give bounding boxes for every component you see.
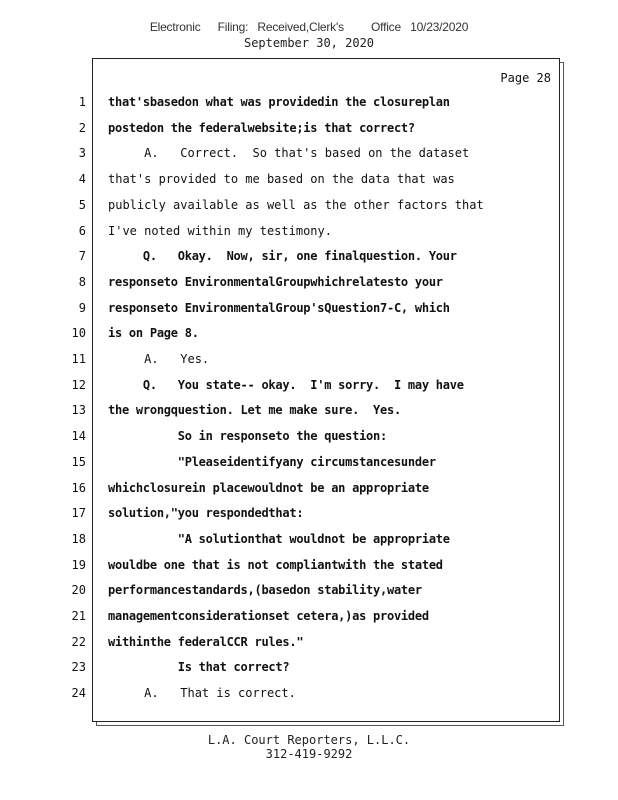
line-number: 23 <box>71 660 86 674</box>
line-number: 24 <box>71 686 86 700</box>
line-number: 2 <box>78 121 86 135</box>
transcript-line: responseto EnvironmentalGroup'sQuestion7-C, which <box>108 301 450 315</box>
transcript-line: publicly available as well as the other factors that <box>108 198 484 212</box>
transcript-line: I've noted within my testimony. <box>108 224 332 238</box>
filing-stamp <box>0 20 618 34</box>
line-number: 18 <box>71 532 86 546</box>
transcript-line: A. Yes. <box>108 352 210 366</box>
line-number: 8 <box>78 275 86 289</box>
line-number: 5 <box>78 198 86 212</box>
line-number: 15 <box>71 455 86 469</box>
page-number: Page 28 <box>500 71 551 85</box>
transcript-line: "A solutionthat wouldnot be appropriate <box>108 532 450 546</box>
transcript-line: withinthe federalCCR rules." <box>108 635 304 649</box>
line-number: 9 <box>78 301 86 315</box>
transcript-line: wouldbe one that is not compliantwith the stated <box>108 558 443 572</box>
transcript-line: postedon the federalwebsite;is that correct? <box>108 121 415 135</box>
filing-word-electronic: Electronic <box>149 20 201 34</box>
reporter-company: L.A. Court Reporters, L.L.C. <box>207 733 411 747</box>
transcript-line: whichclosurein placewouldnot be an appropriate <box>108 481 429 495</box>
footer <box>0 733 618 761</box>
line-number: 19 <box>71 558 86 572</box>
transcript-line: responseto EnvironmentalGroupwhichrelatesto your <box>108 275 443 289</box>
line-number: 16 <box>71 481 86 495</box>
line-number: 21 <box>71 609 86 623</box>
transcript-line: "Pleaseidentifyany circumstancesunder <box>108 455 436 469</box>
line-number: 17 <box>71 506 86 520</box>
reporter-phone: 312-419-9292 <box>265 747 353 761</box>
transcript-line: A. That is correct. <box>108 686 296 700</box>
transcript-line: So in responseto the question: <box>108 429 387 443</box>
transcript-line: is on Page 8. <box>108 326 199 340</box>
filing-word-received: Received,Clerk's <box>257 20 344 34</box>
filing-word-filing: Filing: <box>217 20 249 34</box>
line-number: 13 <box>71 403 86 417</box>
line-number: 20 <box>71 583 86 597</box>
transcript-line: that's provided to me based on the data that was <box>108 172 455 186</box>
transcript-line: managementconsiderationset cetera,)as provided <box>108 609 429 623</box>
line-number: 10 <box>71 326 86 340</box>
line-number: 7 <box>78 249 86 263</box>
filing-word-office: Office <box>371 20 401 34</box>
transcript-line: Q. You state-- okay. I'm sorry. I may have <box>108 378 464 392</box>
line-number: 6 <box>78 224 86 238</box>
line-number: 11 <box>71 352 86 366</box>
line-number: 12 <box>71 378 86 392</box>
line-number: 22 <box>71 635 86 649</box>
transcript-line: A. Correct. So that's based on the dataset <box>108 146 470 160</box>
line-number: 1 <box>78 95 86 109</box>
deposition-date: September 30, 2020 <box>243 36 375 50</box>
line-number: 4 <box>78 172 86 186</box>
transcript-line: Is that correct? <box>108 660 290 674</box>
transcript-line: the wrongquestion. Let me make sure. Yes. <box>108 403 401 417</box>
line-number: 14 <box>71 429 86 443</box>
filing-date: 10/23/2020 <box>410 20 469 34</box>
line-number: 3 <box>78 146 86 160</box>
transcript-line: performancestandards,(basedon stability,water <box>108 583 422 597</box>
transcript-line: solution,"you respondedthat: <box>108 506 304 520</box>
transcript-line: Q. Okay. Now, sir, one finalquestion. Your <box>108 249 457 263</box>
transcript-line: that'sbasedon what was providedin the closureplan <box>108 95 450 109</box>
